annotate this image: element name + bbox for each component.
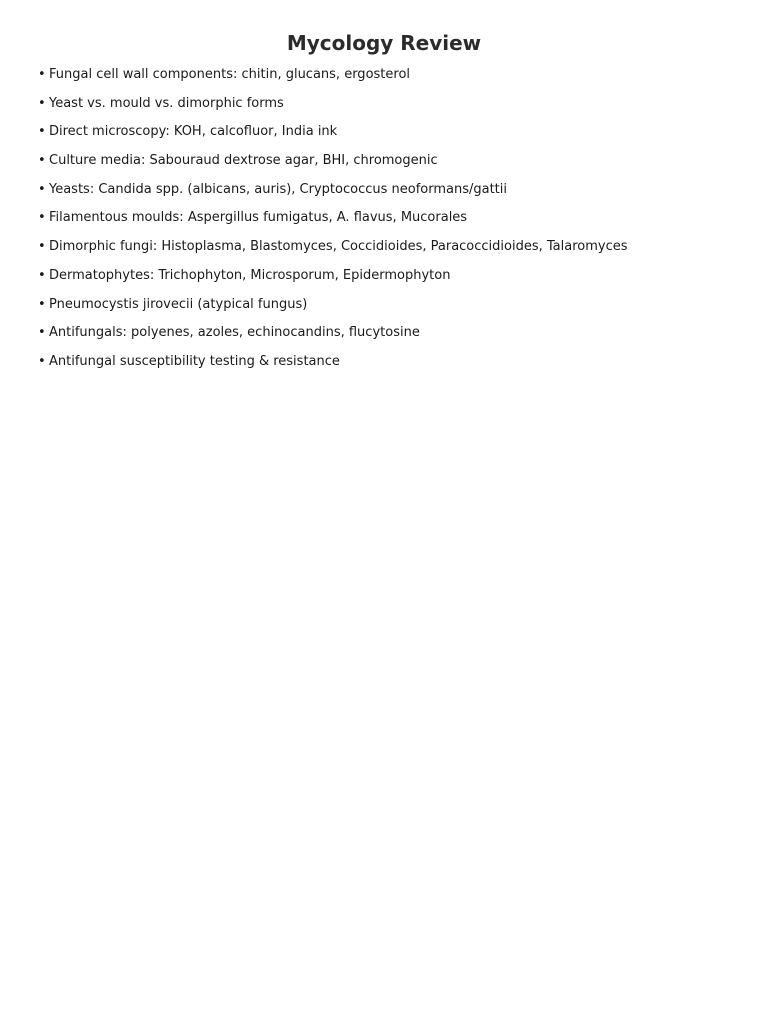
list-item xyxy=(38,267,628,284)
list-item xyxy=(38,238,628,255)
bullet-icon: • xyxy=(38,353,46,369)
list-item xyxy=(38,66,628,83)
list-item-text: Culture media: Sabouraud dextrose agar, BHI, chromogenic xyxy=(49,153,438,169)
bullet-list xyxy=(38,66,628,382)
list-item-text: Dimorphic fungi: Histoplasma, Blastomyces, Coccidioides, Paracoccidioides, Talaromyces xyxy=(49,239,628,255)
list-item-text: Direct microscopy: KOH, calcofluor, India ink xyxy=(49,124,338,140)
list-item xyxy=(38,181,628,198)
bullet-icon: • xyxy=(38,124,46,140)
bullet-icon: • xyxy=(38,296,46,312)
list-item-text: Antifungals: polyenes, azoles, echinocandins, flucytosine xyxy=(49,325,420,341)
list-item-text: Antifungal susceptibility testing & resistance xyxy=(49,353,340,369)
list-item xyxy=(38,353,628,370)
list-item-text: Yeasts: Candida spp. (albicans, auris), Cryptococcus neoformans/gattii xyxy=(49,181,508,197)
page-title: Mycology Review xyxy=(286,31,482,55)
bullet-icon: • xyxy=(38,210,46,226)
bullet-icon: • xyxy=(38,239,46,255)
bullet-icon: • xyxy=(38,181,46,197)
list-item xyxy=(38,324,628,341)
list-item xyxy=(38,152,628,169)
list-item-text: Yeast vs. mould vs. dimorphic forms xyxy=(49,95,284,111)
list-item-text: Dermatophytes: Trichophyton, Microsporum, Epidermophyton xyxy=(49,267,451,283)
bullet-icon: • xyxy=(38,153,46,169)
list-item xyxy=(38,296,628,313)
list-item xyxy=(38,123,628,140)
list-item-text: Pneumocystis jirovecii (atypical fungus) xyxy=(49,296,308,312)
bullet-icon: • xyxy=(38,95,46,111)
bullet-icon: • xyxy=(38,325,46,341)
bullet-icon: • xyxy=(38,267,46,283)
list-item xyxy=(38,209,628,226)
list-item-text: Filamentous moulds: Aspergillus fumigatus, A. flavus, Mucorales xyxy=(49,210,468,226)
bullet-icon: • xyxy=(38,67,46,82)
list-item-text: Fungal cell wall components: chitin, glucans, ergosterol xyxy=(49,67,411,82)
list-item xyxy=(38,95,628,112)
